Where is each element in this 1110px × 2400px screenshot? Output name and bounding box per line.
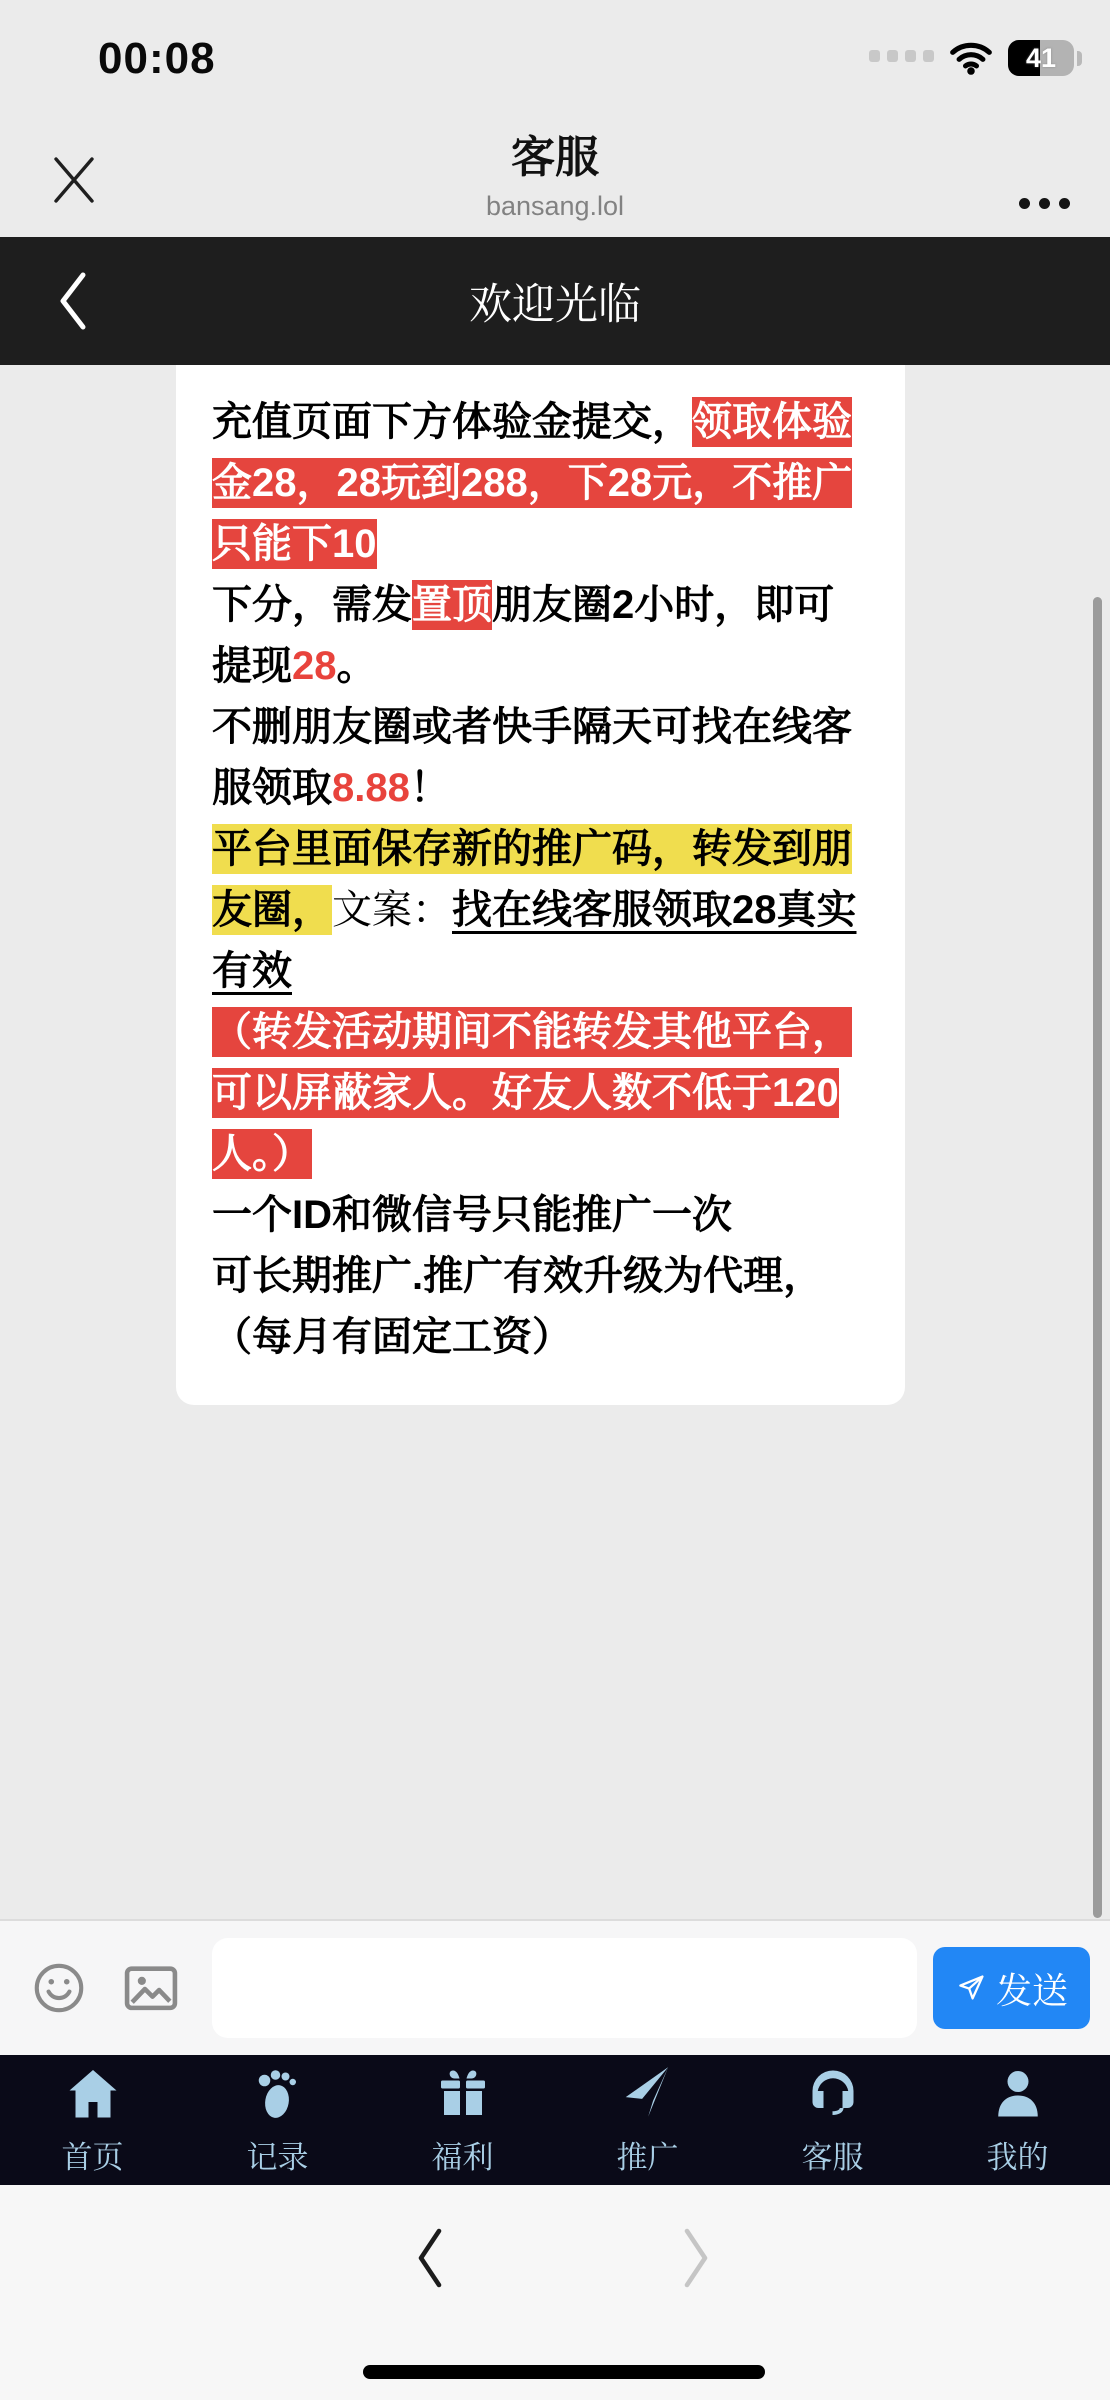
notice-paragraph: 不删朋友圈或者快手隔天可找在线客服领取8.88！: [212, 705, 852, 810]
home-indicator[interactable]: [363, 2365, 765, 2379]
headset-icon: [803, 2064, 863, 2124]
tab-home[interactable]: [0, 2055, 185, 2185]
battery-cap: [1077, 51, 1082, 66]
tab-promotion[interactable]: [555, 2055, 740, 2185]
wifi-icon: [948, 41, 994, 75]
status-icons: [869, 40, 1082, 76]
notice-card: [176, 365, 905, 1405]
send-plane-icon: [955, 1972, 987, 2004]
browser-bottom-bar: [0, 2185, 1110, 2400]
send-label: 发送: [995, 1969, 1068, 2011]
tab-label: 福利: [431, 2139, 494, 2175]
status-bar: [0, 0, 1110, 92]
cellular-signal-icon: [869, 50, 934, 66]
browser-forward-icon[interactable]: [678, 2225, 714, 2296]
notice-paragraph: 充值页面下方体验金提交，领取体验金28，28玩到288，下28元，不推广只能下10: [212, 392, 869, 575]
footprint-icon: [248, 2064, 308, 2124]
header-title-block: [0, 134, 1110, 222]
page-url: bansang.lol: [485, 191, 625, 222]
navbar-title: 欢迎光临: [469, 280, 641, 329]
paper-plane-icon: [618, 2064, 678, 2124]
emoji-icon[interactable]: [30, 1959, 88, 2017]
more-menu-icon[interactable]: [1019, 198, 1070, 209]
tab-label: 客服: [801, 2139, 864, 2175]
tab-bar: [0, 2055, 1110, 2185]
chat-input-bar: [0, 1919, 1110, 2055]
battery-percent: 41: [1025, 42, 1057, 73]
browser-header: [0, 92, 1110, 237]
notice-paragraph: （转发活动期间不能转发其他平台，可以屏蔽家人。好友人数不低于120人。）: [212, 1002, 869, 1185]
page-title: 客服: [511, 133, 599, 182]
notice-paragraph: 平台里面保存新的推广码，转发到朋友圈，文案：找在线客服领取28真实有效: [212, 819, 869, 1002]
send-button[interactable]: [933, 1947, 1090, 2029]
tab-service[interactable]: [740, 2055, 925, 2185]
app-navbar: [0, 237, 1110, 365]
gift-icon: [433, 2064, 493, 2124]
home-icon: [63, 2064, 123, 2124]
tab-profile[interactable]: [925, 2055, 1110, 2185]
tab-label: 首页: [61, 2139, 124, 2175]
message-input[interactable]: [212, 1938, 917, 2038]
chat-content-area[interactable]: [0, 365, 1110, 1919]
scrollbar[interactable]: [1093, 597, 1102, 1918]
battery-icon: [1008, 40, 1074, 76]
tab-label: 推广: [616, 2139, 679, 2175]
user-icon: [988, 2064, 1048, 2124]
tab-label: 我的: [986, 2139, 1049, 2175]
notice-paragraph: （每月有固定工资）: [212, 1315, 572, 1359]
browser-back-icon[interactable]: [412, 2225, 448, 2296]
image-upload-icon[interactable]: [120, 1960, 182, 2016]
status-time: 00:08: [98, 34, 216, 83]
notice-paragraph: 一个ID和微信号只能推广一次: [212, 1193, 732, 1237]
tab-records[interactable]: [185, 2055, 370, 2185]
back-chevron-icon[interactable]: [55, 270, 91, 337]
notice-paragraph: 下分，需发置顶朋友圈2小时，即可提现28。: [212, 575, 869, 697]
tab-welfare[interactable]: [370, 2055, 555, 2185]
tab-label: 记录: [246, 2139, 309, 2175]
notice-paragraph: 可长期推广.推广有效升级为代理，: [212, 1254, 824, 1298]
